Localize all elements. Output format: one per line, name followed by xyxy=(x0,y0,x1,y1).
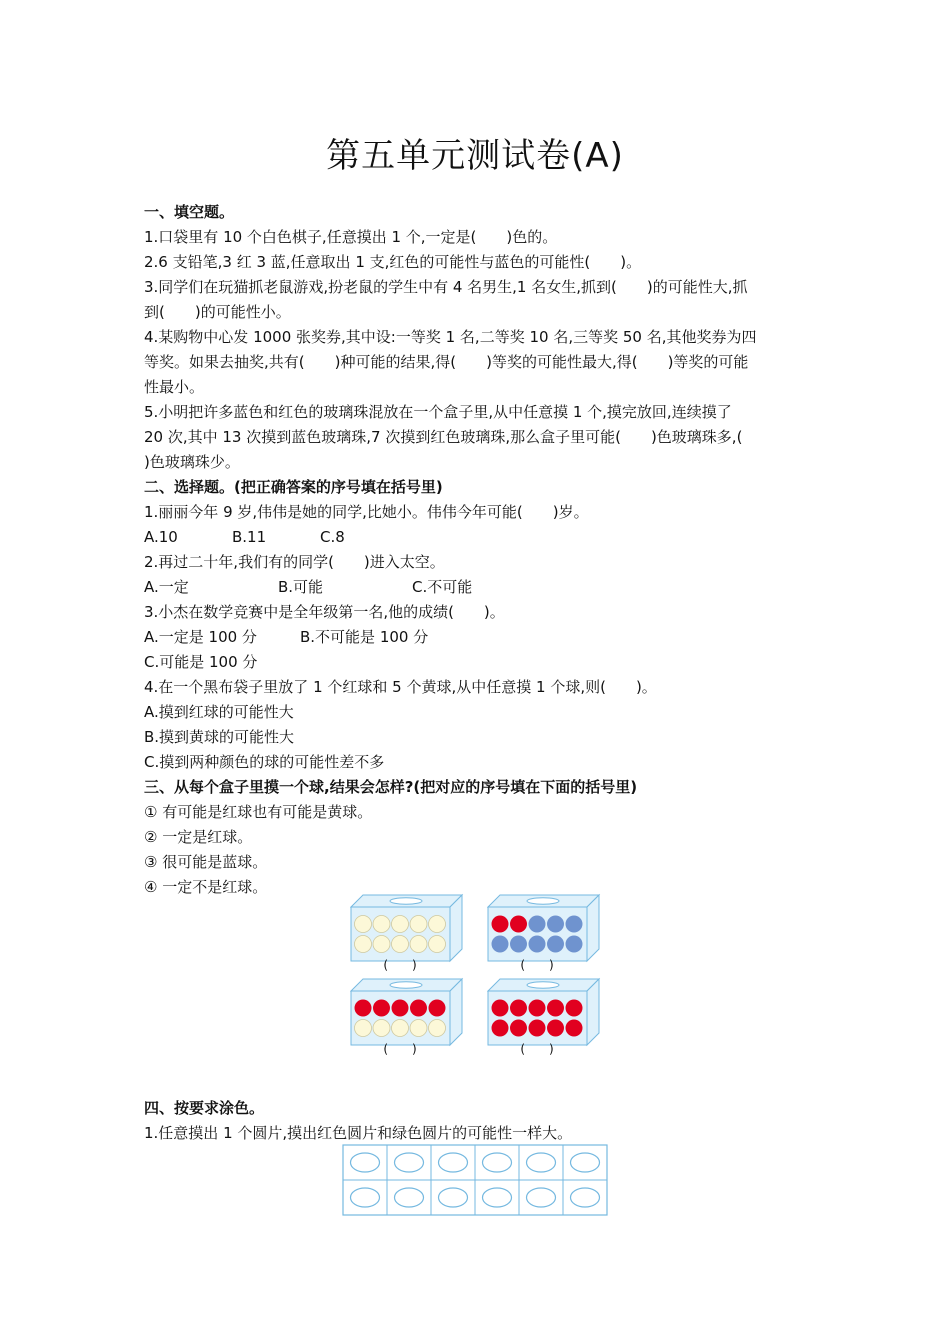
blue-ball xyxy=(547,936,564,953)
coloring-grid xyxy=(342,1144,610,1220)
s3-item-4: ④ 一定不是红球。 xyxy=(144,878,268,896)
yellow-ball xyxy=(410,936,427,953)
option-a: A.10 xyxy=(144,528,178,546)
section-4 xyxy=(144,1096,809,1146)
red-ball xyxy=(492,1000,509,1017)
coloring-grid-svg xyxy=(342,1144,610,1216)
box-opening xyxy=(390,898,422,904)
blue-ball xyxy=(510,936,527,953)
s4-question-1: 1.任意摸出 1 个圆片,摸出红色圆片和绿色圆片的可能性一样大。 xyxy=(144,1124,573,1142)
option-b: B.不可能是 100 分 xyxy=(300,628,429,646)
option-a: A.一定是 100 分 xyxy=(144,628,257,646)
s1-line-1: 1.口袋里有 10 个白色棋子,任意摸出 1 个,一定是( )色的。 xyxy=(144,228,558,246)
yellow-ball xyxy=(392,936,409,953)
box-front-face xyxy=(488,991,587,1045)
box-opening xyxy=(527,982,559,988)
s1-line-5: 4.某购物中心发 1000 张奖券,其中设:一等奖 1 名,二等奖 10 名,三等奖 50 名,其他奖券为四 xyxy=(144,328,757,346)
s1-line-3: 3.同学们在玩猫抓老鼠游戏,扮老鼠的学生中有 4 名男生,1 名女生,抓到( )的可能性大,抓 xyxy=(144,278,748,296)
option-b: B.可能 xyxy=(278,578,324,596)
box-3-answer-paren: ( ) xyxy=(383,1042,417,1056)
s2-q3-option-c: C.可能是 100 分 xyxy=(144,653,258,671)
red-ball xyxy=(529,1020,546,1037)
red-ball xyxy=(392,1000,409,1017)
option-c: C.8 xyxy=(320,528,345,546)
option-a: A.一定 xyxy=(144,578,189,596)
yellow-ball xyxy=(373,1020,390,1037)
s2-q1-options xyxy=(144,525,809,550)
box-front-face xyxy=(488,907,587,961)
coloring-disc[interactable] xyxy=(351,1188,380,1207)
red-ball xyxy=(410,1000,427,1017)
red-ball xyxy=(355,1000,372,1017)
page-title: 第五单元测试卷(A) xyxy=(326,136,624,176)
s3-item-2: ② 一定是红球。 xyxy=(144,828,253,846)
red-ball xyxy=(566,1000,583,1017)
red-ball xyxy=(429,1000,446,1017)
yellow-ball xyxy=(429,936,446,953)
option-c: C.不可能 xyxy=(412,578,473,596)
coloring-disc[interactable] xyxy=(439,1188,468,1207)
coloring-disc[interactable] xyxy=(483,1153,512,1172)
section-2-heading: 二、选择题。(把正确答案的序号填在括号里) xyxy=(144,478,443,496)
box-front-face xyxy=(351,907,450,961)
s1-line-7: 性最小。 xyxy=(144,378,205,396)
yellow-ball xyxy=(355,916,372,933)
s2-question-2: 2.再过二十年,我们有的同学( )进入太空。 xyxy=(144,553,445,571)
blue-ball xyxy=(492,936,509,953)
section-1-heading: 一、填空题。 xyxy=(144,203,235,221)
coloring-disc[interactable] xyxy=(571,1153,600,1172)
s2-question-1: 1.丽丽今年 9 岁,伟伟是她的同学,比她小。伟伟今年可能( )岁。 xyxy=(144,503,589,521)
red-ball xyxy=(510,1000,527,1017)
box-1-answer-paren: ( ) xyxy=(383,958,417,972)
red-ball xyxy=(492,916,509,933)
box-front-face xyxy=(351,991,450,1045)
s2-q4-option-c: C.摸到两种颜色的球的可能性差不多 xyxy=(144,753,385,771)
option-b: B.11 xyxy=(232,528,267,546)
s2-question-4: 4.在一个黑布袋子里放了 1 个红球和 5 个黄球,从中任意摸 1 个球,则( )。 xyxy=(144,678,657,696)
yellow-ball xyxy=(373,916,390,933)
blue-ball xyxy=(529,916,546,933)
box-side-face xyxy=(450,895,462,961)
box-side-face xyxy=(450,979,462,1045)
ball-boxes-figure xyxy=(345,888,615,1068)
blue-ball xyxy=(547,916,564,933)
box-opening xyxy=(527,898,559,904)
box-opening xyxy=(390,982,422,988)
red-ball xyxy=(510,1020,527,1037)
box-side-face xyxy=(587,979,599,1045)
yellow-ball xyxy=(410,916,427,933)
red-ball xyxy=(529,1000,546,1017)
section-4-heading: 四、按要求涂色。 xyxy=(144,1099,265,1117)
section-3-heading: 三、从每个盒子里摸一个球,结果会怎样?(把对应的序号填在下面的括号里) xyxy=(144,778,638,796)
yellow-ball xyxy=(410,1020,427,1037)
worksheet-content xyxy=(144,200,809,900)
s1-line-6: 等奖。如果去抽奖,共有( )种可能的结果,得( )等奖的可能性最大,得( )等奖的可能 xyxy=(144,353,749,371)
s3-item-3: ③ 很可能是蓝球。 xyxy=(144,853,268,871)
red-ball xyxy=(373,1000,390,1017)
coloring-disc[interactable] xyxy=(527,1153,556,1172)
s1-line-2: 2.6 支铅笔,3 红 3 蓝,任意取出 1 支,红色的可能性与蓝色的可能性( )。 xyxy=(144,253,642,271)
s2-q4-option-b: B.摸到黄球的可能性大 xyxy=(144,728,295,746)
blue-ball xyxy=(566,916,583,933)
blue-ball xyxy=(566,936,583,953)
coloring-disc[interactable] xyxy=(351,1153,380,1172)
coloring-disc[interactable] xyxy=(395,1153,424,1172)
red-ball xyxy=(547,1020,564,1037)
yellow-ball xyxy=(355,936,372,953)
box-4-answer-paren: ( ) xyxy=(520,1042,554,1056)
red-ball xyxy=(492,1020,509,1037)
s2-q2-options xyxy=(144,575,809,600)
s2-q4-option-a: A.摸到红球的可能性大 xyxy=(144,703,294,721)
red-ball xyxy=(566,1020,583,1037)
coloring-disc[interactable] xyxy=(483,1188,512,1207)
yellow-ball xyxy=(392,916,409,933)
yellow-ball xyxy=(429,916,446,933)
yellow-ball xyxy=(392,1020,409,1037)
red-ball xyxy=(547,1000,564,1017)
red-ball xyxy=(510,916,527,933)
s1-line-9: 20 次,其中 13 次摸到蓝色玻璃珠,7 次摸到红色玻璃珠,那么盒子里可能( )色玻璃珠多,( xyxy=(144,428,743,446)
blue-ball xyxy=(529,936,546,953)
s1-line-8: 5.小明把许多蓝色和红色的玻璃珠混放在一个盒子里,从中任意摸 1 个,摸完放回,连续摸了 xyxy=(144,403,732,421)
coloring-disc[interactable] xyxy=(527,1188,556,1207)
s2-q3-options xyxy=(144,625,809,650)
box-2-answer-paren: ( ) xyxy=(520,958,554,972)
yellow-ball xyxy=(355,1020,372,1037)
s1-line-10: )色玻璃珠少。 xyxy=(144,453,240,471)
s2-question-3: 3.小杰在数学竞赛中是全年级第一名,他的成绩( )。 xyxy=(144,603,505,621)
coloring-disc[interactable] xyxy=(395,1188,424,1207)
yellow-ball xyxy=(373,936,390,953)
box-side-face xyxy=(587,895,599,961)
coloring-disc[interactable] xyxy=(439,1153,468,1172)
coloring-disc[interactable] xyxy=(571,1188,600,1207)
s3-item-1: ① 有可能是红球也有可能是黄球。 xyxy=(144,803,373,821)
s1-line-4: 到( )的可能性小。 xyxy=(144,303,291,321)
yellow-ball xyxy=(429,1020,446,1037)
